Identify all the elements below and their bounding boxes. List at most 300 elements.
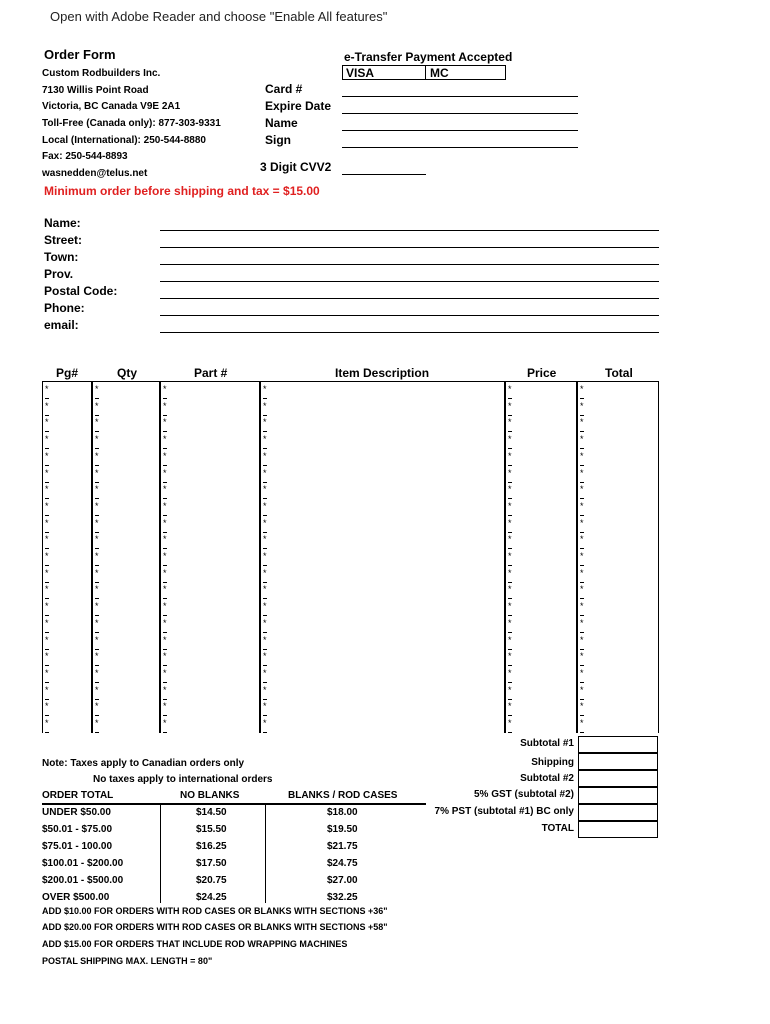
order-cell-price[interactable] <box>505 599 577 616</box>
customer-town-label: Town: <box>44 250 79 264</box>
required-marker: * <box>508 651 512 662</box>
ship-header-order-total: ORDER TOTAL <box>42 790 114 801</box>
order-cell-total[interactable] <box>577 466 659 483</box>
order-cell-part[interactable] <box>160 616 260 633</box>
order-cell-part[interactable] <box>160 633 260 650</box>
total-label: TOTAL <box>541 823 574 834</box>
required-marker: * <box>580 517 584 528</box>
required-marker: * <box>95 584 99 595</box>
order-cell-total[interactable] <box>577 649 659 666</box>
order-cell-description[interactable] <box>260 399 505 416</box>
gst-label: 5% GST (subtotal #2) <box>473 789 574 800</box>
customer-prov-field[interactable] <box>160 281 659 282</box>
ship-order-total: $50.01 - $75.00 <box>42 824 113 835</box>
required-marker: * <box>263 417 267 428</box>
ship-order-total: $100.01 - $200.00 <box>42 858 124 869</box>
order-cell-qty[interactable] <box>92 566 160 583</box>
required-marker: * <box>95 500 99 511</box>
order-cell-total[interactable] <box>577 482 659 499</box>
ship-header-blanks: BLANKS / ROD CASES <box>288 790 398 801</box>
ship-col-divider-1 <box>160 803 161 903</box>
required-marker: * <box>163 601 167 612</box>
required-marker: * <box>45 567 49 578</box>
required-marker: * <box>508 384 512 394</box>
order-cell-description[interactable] <box>260 616 505 633</box>
order-cell-qty[interactable] <box>92 582 160 599</box>
order-cell-description[interactable] <box>260 566 505 583</box>
order-cell-total[interactable] <box>577 449 659 466</box>
order-cell-total[interactable] <box>577 399 659 416</box>
order-cell-page[interactable] <box>42 582 92 599</box>
required-marker: * <box>263 551 267 561</box>
order-cell-page[interactable] <box>42 466 92 483</box>
order-cell-qty[interactable] <box>92 616 160 633</box>
required-marker: * <box>580 651 584 662</box>
required-marker: * <box>580 634 584 645</box>
order-cell-part[interactable] <box>160 683 260 700</box>
required-marker: * <box>45 651 49 662</box>
order-cell-total[interactable] <box>577 683 659 700</box>
order-cell-total[interactable] <box>577 633 659 650</box>
order-cell-description[interactable] <box>260 633 505 650</box>
order-cell-total[interactable] <box>577 599 659 616</box>
required-marker: * <box>508 434 512 445</box>
col-header-part: Part # <box>194 366 228 380</box>
ship-blanks-rate: $32.25 <box>327 892 358 903</box>
order-cell-part[interactable] <box>160 466 260 483</box>
order-cell-page[interactable] <box>42 649 92 666</box>
required-marker: * <box>95 450 99 461</box>
surcharge-wrapping: ADD $15.00 FOR ORDERS THAT INCLUDE ROD WRAPPING MACHINES <box>42 939 348 949</box>
order-cell-page[interactable] <box>42 399 92 416</box>
required-marker: * <box>45 400 49 411</box>
order-cell-qty[interactable] <box>92 466 160 483</box>
visa-option[interactable]: VISA <box>346 66 375 80</box>
subtotal1-label: Subtotal #1 <box>520 738 574 749</box>
required-marker: * <box>580 450 584 461</box>
ship-no-blanks-rate: $15.50 <box>196 824 227 835</box>
order-cell-price[interactable] <box>505 582 577 599</box>
required-marker: * <box>163 718 167 728</box>
order-cell-description[interactable] <box>260 532 505 549</box>
order-cell-total[interactable] <box>577 566 659 583</box>
order-cell-description[interactable] <box>260 716 505 733</box>
order-cell-price[interactable] <box>505 633 577 650</box>
order-cell-part[interactable] <box>160 499 260 516</box>
required-marker: * <box>95 601 99 612</box>
order-cell-price[interactable] <box>505 482 577 499</box>
required-marker: * <box>95 400 99 411</box>
required-marker: * <box>263 534 267 545</box>
shipping-label: Shipping <box>531 757 574 768</box>
order-cell-part[interactable] <box>160 482 260 499</box>
ship-no-blanks-rate: $16.25 <box>196 841 227 852</box>
required-marker: * <box>95 517 99 528</box>
order-cell-price[interactable] <box>505 683 577 700</box>
gst-field[interactable] <box>578 787 658 804</box>
order-cell-qty[interactable] <box>92 499 160 516</box>
ship-no-blanks-rate: $24.25 <box>196 892 227 903</box>
card-number-label: Card # <box>265 82 303 96</box>
ship-order-total: UNDER $50.00 <box>42 807 111 818</box>
adobe-reader-notice: Open with Adobe Reader and choose "Enable All features" <box>50 9 388 24</box>
col-header-page: Pg# <box>56 366 79 380</box>
order-cell-part[interactable] <box>160 399 260 416</box>
required-marker: * <box>163 617 167 628</box>
order-cell-description[interactable] <box>260 499 505 516</box>
customer-phone-field[interactable] <box>160 315 659 316</box>
order-cell-part[interactable] <box>160 432 260 449</box>
order-cell-part[interactable] <box>160 582 260 599</box>
required-marker: * <box>263 434 267 445</box>
required-marker: * <box>263 484 267 495</box>
required-marker: * <box>508 517 512 528</box>
order-cell-description[interactable] <box>260 482 505 499</box>
required-marker: * <box>163 500 167 511</box>
order-cell-price[interactable] <box>505 415 577 432</box>
required-marker: * <box>163 384 167 394</box>
order-cell-total[interactable] <box>577 516 659 533</box>
mc-option[interactable]: MC <box>430 66 449 80</box>
card-number-field[interactable] <box>342 96 578 97</box>
order-cell-description[interactable] <box>260 415 505 432</box>
required-marker: * <box>45 667 49 678</box>
order-cell-part[interactable] <box>160 716 260 733</box>
company-local-phone: Local (International): 250-544-8880 <box>42 135 206 146</box>
card-type-box <box>342 65 506 80</box>
required-marker: * <box>45 517 49 528</box>
required-marker: * <box>163 567 167 578</box>
order-cell-part[interactable] <box>160 566 260 583</box>
ship-order-total: $200.01 - $500.00 <box>42 875 124 886</box>
required-marker: * <box>95 567 99 578</box>
required-marker: * <box>508 484 512 495</box>
required-marker: * <box>580 701 584 712</box>
ship-no-blanks-rate: $20.75 <box>196 875 227 886</box>
signature-label: Sign <box>265 133 291 147</box>
expire-date-label: Expire Date <box>265 99 332 113</box>
form-title: Order Form <box>44 47 116 62</box>
required-marker: * <box>95 384 99 394</box>
order-cell-total[interactable] <box>577 666 659 683</box>
required-marker: * <box>263 517 267 528</box>
required-marker: * <box>163 584 167 595</box>
required-marker: * <box>163 400 167 411</box>
order-cell-description[interactable] <box>260 666 505 683</box>
required-marker: * <box>263 450 267 461</box>
required-marker: * <box>508 684 512 695</box>
required-marker: * <box>45 718 49 728</box>
order-cell-page[interactable] <box>42 499 92 516</box>
required-marker: * <box>580 500 584 511</box>
customer-town-field[interactable] <box>160 264 659 265</box>
order-cell-page[interactable] <box>42 683 92 700</box>
required-marker: * <box>45 684 49 695</box>
required-marker: * <box>45 584 49 595</box>
required-marker: * <box>163 684 167 695</box>
order-cell-qty[interactable] <box>92 399 160 416</box>
customer-postal-code-field[interactable] <box>160 298 659 299</box>
order-cell-page[interactable] <box>42 599 92 616</box>
order-cell-description[interactable] <box>260 516 505 533</box>
required-marker: * <box>508 601 512 612</box>
required-marker: * <box>263 617 267 628</box>
order-cell-price[interactable] <box>505 649 577 666</box>
order-cell-page[interactable] <box>42 633 92 650</box>
required-marker: * <box>95 434 99 445</box>
required-marker: * <box>45 467 49 478</box>
order-cell-qty[interactable] <box>92 633 160 650</box>
order-cell-description[interactable] <box>260 382 505 399</box>
order-cell-description[interactable] <box>260 432 505 449</box>
required-marker: * <box>580 617 584 628</box>
order-cell-total[interactable] <box>577 382 659 399</box>
required-marker: * <box>580 467 584 478</box>
order-cell-qty[interactable] <box>92 382 160 399</box>
col-header-description: Item Description <box>335 366 430 380</box>
required-marker: * <box>45 534 49 545</box>
order-cell-price[interactable] <box>505 516 577 533</box>
order-cell-qty[interactable] <box>92 449 160 466</box>
required-marker: * <box>45 601 49 612</box>
required-marker: * <box>45 484 49 495</box>
order-cell-description[interactable] <box>260 466 505 483</box>
required-marker: * <box>95 534 99 545</box>
customer-prov-label: Prov. <box>44 267 74 281</box>
order-cell-part[interactable] <box>160 699 260 716</box>
order-cell-qty[interactable] <box>92 666 160 683</box>
required-marker: * <box>95 551 99 561</box>
order-cell-part[interactable] <box>160 599 260 616</box>
order-cell-page[interactable] <box>42 699 92 716</box>
required-marker: * <box>95 634 99 645</box>
order-cell-page[interactable] <box>42 716 92 733</box>
total-field[interactable] <box>578 821 658 838</box>
required-marker: * <box>580 684 584 695</box>
order-cell-price[interactable] <box>505 699 577 716</box>
order-cell-price[interactable] <box>505 466 577 483</box>
order-cell-page[interactable] <box>42 382 92 399</box>
order-cell-price[interactable] <box>505 566 577 583</box>
company-address-line2: Victoria, BC Canada V9E 2A1 <box>42 101 181 112</box>
order-cell-part[interactable] <box>160 649 260 666</box>
subtotal1-field[interactable] <box>578 736 658 753</box>
customer-phone-label: Phone: <box>44 301 85 315</box>
required-marker: * <box>580 567 584 578</box>
customer-name-field[interactable] <box>160 230 659 231</box>
order-cell-page[interactable] <box>42 432 92 449</box>
company-email: wasnedden@telus.net <box>42 168 148 179</box>
order-cell-part[interactable] <box>160 532 260 549</box>
order-cell-description[interactable] <box>260 683 505 700</box>
required-marker: * <box>263 500 267 511</box>
order-cell-part[interactable] <box>160 549 260 566</box>
required-marker: * <box>95 667 99 678</box>
cell-dash <box>580 732 584 733</box>
order-cell-description[interactable] <box>260 599 505 616</box>
order-cell-price[interactable] <box>505 449 577 466</box>
max-length-note: POSTAL SHIPPING MAX. LENGTH = 80" <box>42 956 213 966</box>
order-cell-total[interactable] <box>577 499 659 516</box>
expire-date-field[interactable] <box>342 113 578 114</box>
customer-name-label: Name: <box>44 216 81 230</box>
order-cell-page[interactable] <box>42 449 92 466</box>
ship-header-no-blanks: NO BLANKS <box>180 790 240 801</box>
order-cell-description[interactable] <box>260 449 505 466</box>
order-cell-description[interactable] <box>260 582 505 599</box>
order-cell-total[interactable] <box>577 532 659 549</box>
required-marker: * <box>508 634 512 645</box>
required-marker: * <box>508 400 512 411</box>
required-marker: * <box>580 601 584 612</box>
order-cell-total[interactable] <box>577 549 659 566</box>
required-marker: * <box>508 534 512 545</box>
order-cell-page[interactable] <box>42 516 92 533</box>
order-cell-page[interactable] <box>42 532 92 549</box>
ship-no-blanks-rate: $17.50 <box>196 858 227 869</box>
order-cell-qty[interactable] <box>92 649 160 666</box>
required-marker: * <box>263 651 267 662</box>
order-cell-price[interactable] <box>505 399 577 416</box>
order-cell-qty[interactable] <box>92 415 160 432</box>
order-cell-total[interactable] <box>577 716 659 733</box>
payment-title: e-Transfer Payment Accepted <box>344 50 513 64</box>
minimum-order-notice: Minimum order before shipping and tax = $15.00 <box>44 184 320 198</box>
order-cell-page[interactable] <box>42 666 92 683</box>
required-marker: * <box>580 534 584 545</box>
required-marker: * <box>508 584 512 595</box>
required-marker: * <box>45 417 49 428</box>
required-marker: * <box>95 684 99 695</box>
order-cell-price[interactable] <box>505 616 577 633</box>
required-marker: * <box>263 634 267 645</box>
required-marker: * <box>163 517 167 528</box>
required-marker: * <box>263 667 267 678</box>
order-cell-description[interactable] <box>260 549 505 566</box>
required-marker: * <box>580 484 584 495</box>
company-address-line1: 7130 Willis Point Road <box>42 85 149 96</box>
order-cell-part[interactable] <box>160 666 260 683</box>
cardholder-name-field[interactable] <box>342 130 578 131</box>
customer-street-field[interactable] <box>160 247 659 248</box>
cell-dash <box>95 732 99 733</box>
pst-field[interactable] <box>578 804 658 821</box>
ship-no-blanks-rate: $14.50 <box>196 807 227 818</box>
order-cell-qty[interactable] <box>92 532 160 549</box>
order-cell-part[interactable] <box>160 415 260 432</box>
required-marker: * <box>508 567 512 578</box>
order-cell-qty[interactable] <box>92 699 160 716</box>
order-cell-price[interactable] <box>505 532 577 549</box>
required-marker: * <box>508 701 512 712</box>
order-cell-total[interactable] <box>577 415 659 432</box>
order-cell-part[interactable] <box>160 516 260 533</box>
cell-dash <box>263 732 267 733</box>
order-cell-price[interactable] <box>505 716 577 733</box>
required-marker: * <box>580 384 584 394</box>
required-marker: * <box>45 384 49 394</box>
order-cell-page[interactable] <box>42 549 92 566</box>
order-cell-total[interactable] <box>577 582 659 599</box>
required-marker: * <box>95 617 99 628</box>
order-cell-qty[interactable] <box>92 482 160 499</box>
ship-header-rule <box>42 803 426 805</box>
order-cell-price[interactable] <box>505 499 577 516</box>
order-cell-description[interactable] <box>260 699 505 716</box>
order-cell-price[interactable] <box>505 432 577 449</box>
cvv-field[interactable] <box>342 174 426 175</box>
required-marker: * <box>263 684 267 695</box>
order-cell-page[interactable] <box>42 482 92 499</box>
order-cell-qty[interactable] <box>92 432 160 449</box>
subtotal2-field[interactable] <box>578 770 658 787</box>
required-marker: * <box>95 718 99 728</box>
order-cell-total[interactable] <box>577 616 659 633</box>
required-marker: * <box>163 534 167 545</box>
order-cell-description[interactable] <box>260 649 505 666</box>
order-cell-price[interactable] <box>505 666 577 683</box>
order-cell-qty[interactable] <box>92 599 160 616</box>
required-marker: * <box>45 634 49 645</box>
col-header-total: Total <box>605 366 633 380</box>
col-header-price: Price <box>527 366 557 380</box>
required-marker: * <box>263 467 267 478</box>
cell-dash <box>508 732 512 733</box>
required-marker: * <box>45 450 49 461</box>
pst-label: 7% PST (subtotal #1) BC only <box>434 806 574 817</box>
ship-blanks-rate: $24.75 <box>327 858 358 869</box>
required-marker: * <box>580 551 584 561</box>
order-cell-qty[interactable] <box>92 516 160 533</box>
required-marker: * <box>580 417 584 428</box>
order-cell-price[interactable] <box>505 549 577 566</box>
required-marker: * <box>163 551 167 561</box>
required-marker: * <box>580 584 584 595</box>
order-cell-page[interactable] <box>42 616 92 633</box>
cell-dash <box>163 732 167 733</box>
order-cell-part[interactable] <box>160 449 260 466</box>
order-cell-qty[interactable] <box>92 716 160 733</box>
shipping-field[interactable] <box>578 753 658 770</box>
customer-postal-code-label: Postal Code: <box>44 284 118 298</box>
ship-order-total: $75.01 - 100.00 <box>42 841 113 852</box>
order-cell-page[interactable] <box>42 566 92 583</box>
required-marker: * <box>508 551 512 561</box>
required-marker: * <box>263 567 267 578</box>
order-cell-total[interactable] <box>577 699 659 716</box>
required-marker: * <box>508 500 512 511</box>
order-cell-price[interactable] <box>505 382 577 399</box>
surcharge-36: ADD $10.00 FOR ORDERS WITH ROD CASES OR BLANKS WITH SECTIONS +36" <box>42 906 388 916</box>
required-marker: * <box>263 701 267 712</box>
company-fax: Fax: 250-544-8893 <box>42 151 128 162</box>
company-name: Custom Rodbuilders Inc. <box>42 68 161 79</box>
order-cell-qty[interactable] <box>92 549 160 566</box>
order-cell-part[interactable] <box>160 382 260 399</box>
order-cell-total[interactable] <box>577 432 659 449</box>
signature-field[interactable] <box>342 147 578 148</box>
required-marker: * <box>163 484 167 495</box>
customer-email-field[interactable] <box>160 332 659 333</box>
order-cell-qty[interactable] <box>92 683 160 700</box>
order-cell-page[interactable] <box>42 415 92 432</box>
cardholder-name-label: Name <box>265 116 298 130</box>
surcharge-58: ADD $20.00 FOR ORDERS WITH ROD CASES OR BLANKS WITH SECTIONS +58" <box>42 922 388 932</box>
required-marker: * <box>508 667 512 678</box>
required-marker: * <box>45 434 49 445</box>
required-marker: * <box>508 417 512 428</box>
required-marker: * <box>163 634 167 645</box>
